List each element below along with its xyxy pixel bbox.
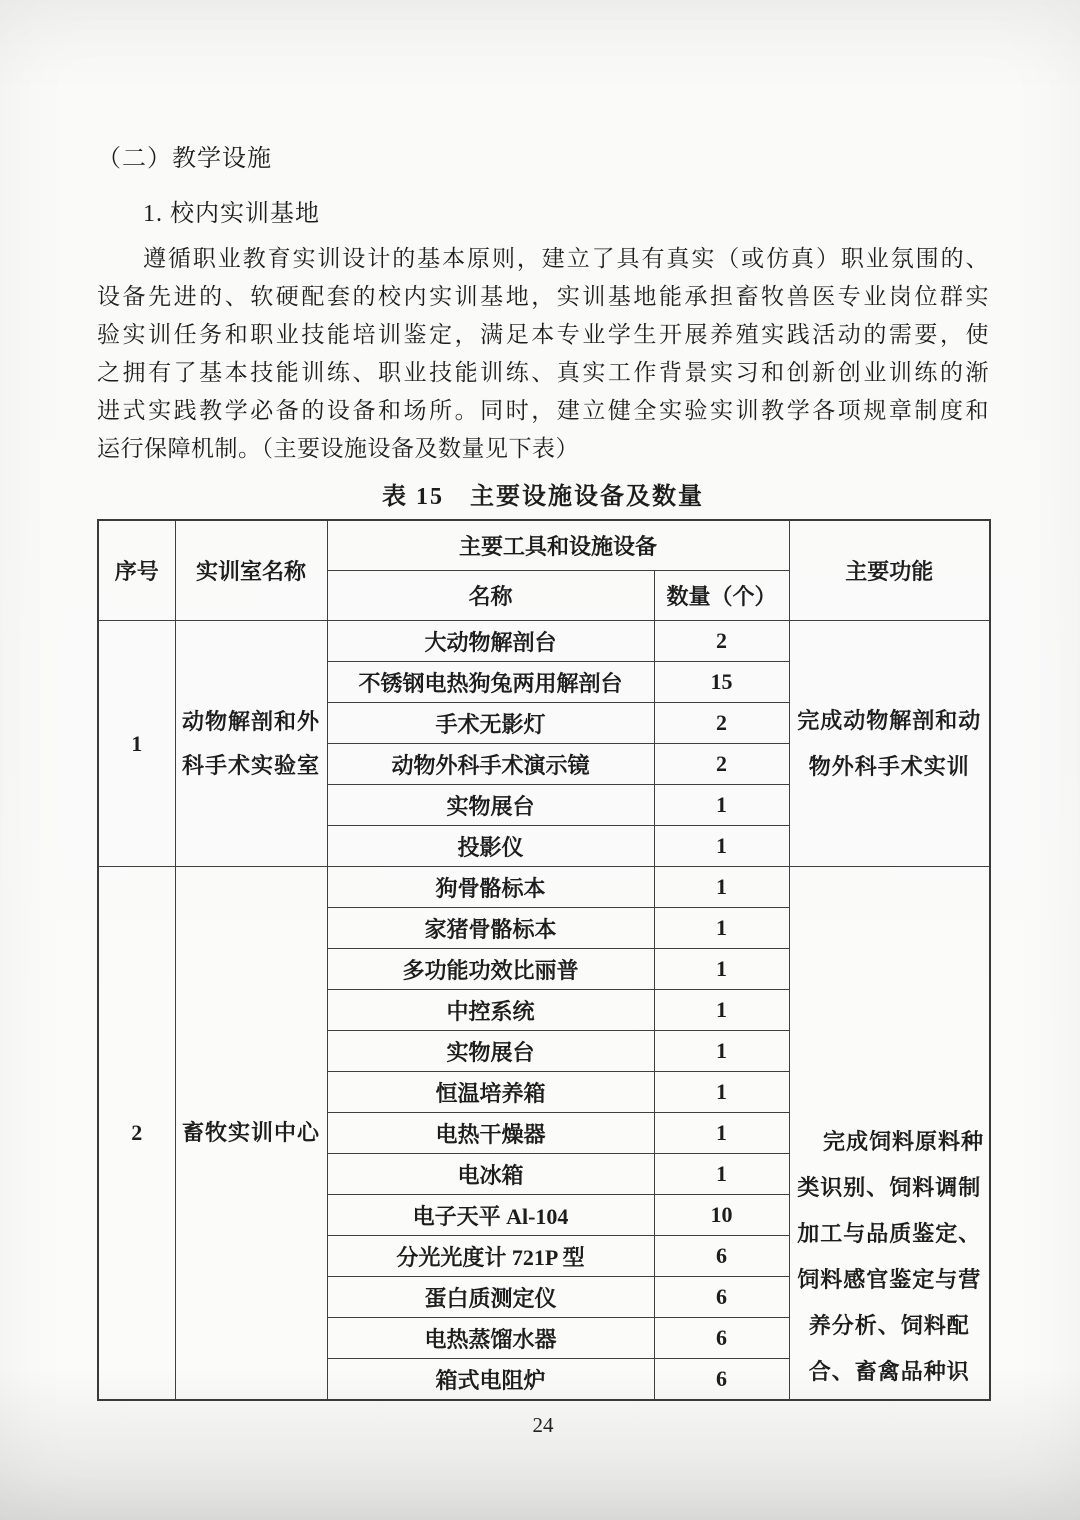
equipment-qty: 1 xyxy=(654,867,789,908)
equipment-qty: 2 xyxy=(654,621,789,662)
equipment-qty: 6 xyxy=(654,1277,789,1318)
equipment-qty: 1 xyxy=(654,1072,789,1113)
paragraph-line: 验实训任务和职业技能培训鉴定，满足本专业学生开展养殖实践活动的需要，使 xyxy=(97,322,989,347)
equipment-qty: 1 xyxy=(654,1154,789,1195)
paragraph-line: 遵循职业教育实训设计的基本原则，建立了具有真实（或仿真）职业氛围的、 xyxy=(143,246,989,271)
equipment-qty: 6 xyxy=(654,1359,789,1401)
equipment-name: 电冰箱 xyxy=(327,1154,654,1195)
equipment-name: 不锈钢电热狗兔两用解剖台 xyxy=(327,662,654,703)
paragraph-line: 设备先进的、软硬配套的校内实训基地，实训基地能承担畜牧兽医专业岗位群实 xyxy=(97,284,989,309)
section-index: 2 xyxy=(98,867,175,1401)
header-index: 序号 xyxy=(98,520,175,621)
header-name: 名称 xyxy=(327,571,654,621)
equipment-name: 中控系统 xyxy=(327,990,654,1031)
page-number: 24 xyxy=(532,1413,554,1437)
equipment-qty: 6 xyxy=(654,1236,789,1277)
equipment-qty: 10 xyxy=(654,1195,789,1236)
equipment-qty: 2 xyxy=(654,703,789,744)
equipment-qty: 15 xyxy=(654,662,789,703)
table-row xyxy=(98,867,990,908)
section-function xyxy=(789,867,990,1401)
section-heading: （二）教学设施 xyxy=(97,146,272,172)
room-name: 畜牧实训中心 xyxy=(175,867,327,1401)
equipment-name: 电热干燥器 xyxy=(327,1113,654,1154)
table-header-row xyxy=(98,520,990,571)
equipment-name: 狗骨骼标本 xyxy=(327,867,654,908)
equipment-qty: 1 xyxy=(654,908,789,949)
equipment-qty: 1 xyxy=(654,826,789,867)
equipment-name: 家猪骨骼标本 xyxy=(327,908,654,949)
equipment-name: 电热蒸馏水器 xyxy=(327,1318,654,1359)
section-function xyxy=(789,621,990,867)
header-tools-group: 主要工具和设施设备 xyxy=(327,520,789,571)
equipment-name: 大动物解剖台 xyxy=(327,621,654,662)
equipment-name: 手术无影灯 xyxy=(327,703,654,744)
table-row xyxy=(98,621,990,662)
header-qty: 数量（个） xyxy=(654,571,789,621)
section-index: 1 xyxy=(98,621,175,867)
equipment-qty: 1 xyxy=(654,949,789,990)
table-caption: 表 15 主要设施设备及数量 xyxy=(382,484,704,510)
equipment-qty: 2 xyxy=(654,744,789,785)
equipment-qty: 1 xyxy=(654,1031,789,1072)
equipment-name: 分光光度计 721P 型 xyxy=(327,1236,654,1277)
paragraph-line: 之拥有了基本技能训练、职业技能训练、真实工作背景实习和创新创业训练的渐 xyxy=(97,360,989,385)
paragraph-line: 运行保障机制。（主要设施设备及数量见下表） xyxy=(97,436,579,461)
equipment-name: 实物展台 xyxy=(327,785,654,826)
header-room: 实训室名称 xyxy=(175,520,327,621)
equipment-qty: 1 xyxy=(654,990,789,1031)
equipment-name: 动物外科手术演示镜 xyxy=(327,744,654,785)
equipment-name: 实物展台 xyxy=(327,1031,654,1072)
equipment-qty: 1 xyxy=(654,785,789,826)
subsection-heading: 1. 校内实训基地 xyxy=(143,201,320,227)
equipment-name: 箱式电阻炉 xyxy=(327,1359,654,1401)
document-page xyxy=(97,0,989,1520)
equipment-qty: 6 xyxy=(654,1318,789,1359)
equipment-name: 恒温培养箱 xyxy=(327,1072,654,1113)
equipment-name: 蛋白质测定仪 xyxy=(327,1277,654,1318)
header-function: 主要功能 xyxy=(789,520,990,621)
equipment-name: 多功能功效比丽普 xyxy=(327,949,654,990)
room-name: 动物解剖和外科手术实验室 xyxy=(175,621,327,867)
paragraph-line: 进式实践教学必备的设备和场所。同时，建立健全实验实训教学各项规章制度和 xyxy=(97,398,989,423)
equipment-table xyxy=(97,519,991,1401)
equipment-name: 电子天平 Al-104 xyxy=(327,1195,654,1236)
equipment-qty: 1 xyxy=(654,1113,789,1154)
function-text: 完成动物解剖和动物外科手术实训 xyxy=(797,707,982,779)
equipment-name: 投影仪 xyxy=(327,826,654,867)
function-text: 完成饲料原料种类识别、饲料调制加工与品质鉴定、饲料感官鉴定与营养分析、饲料配合、畜禽品种识 xyxy=(797,1129,985,1384)
body-paragraph xyxy=(97,240,989,468)
